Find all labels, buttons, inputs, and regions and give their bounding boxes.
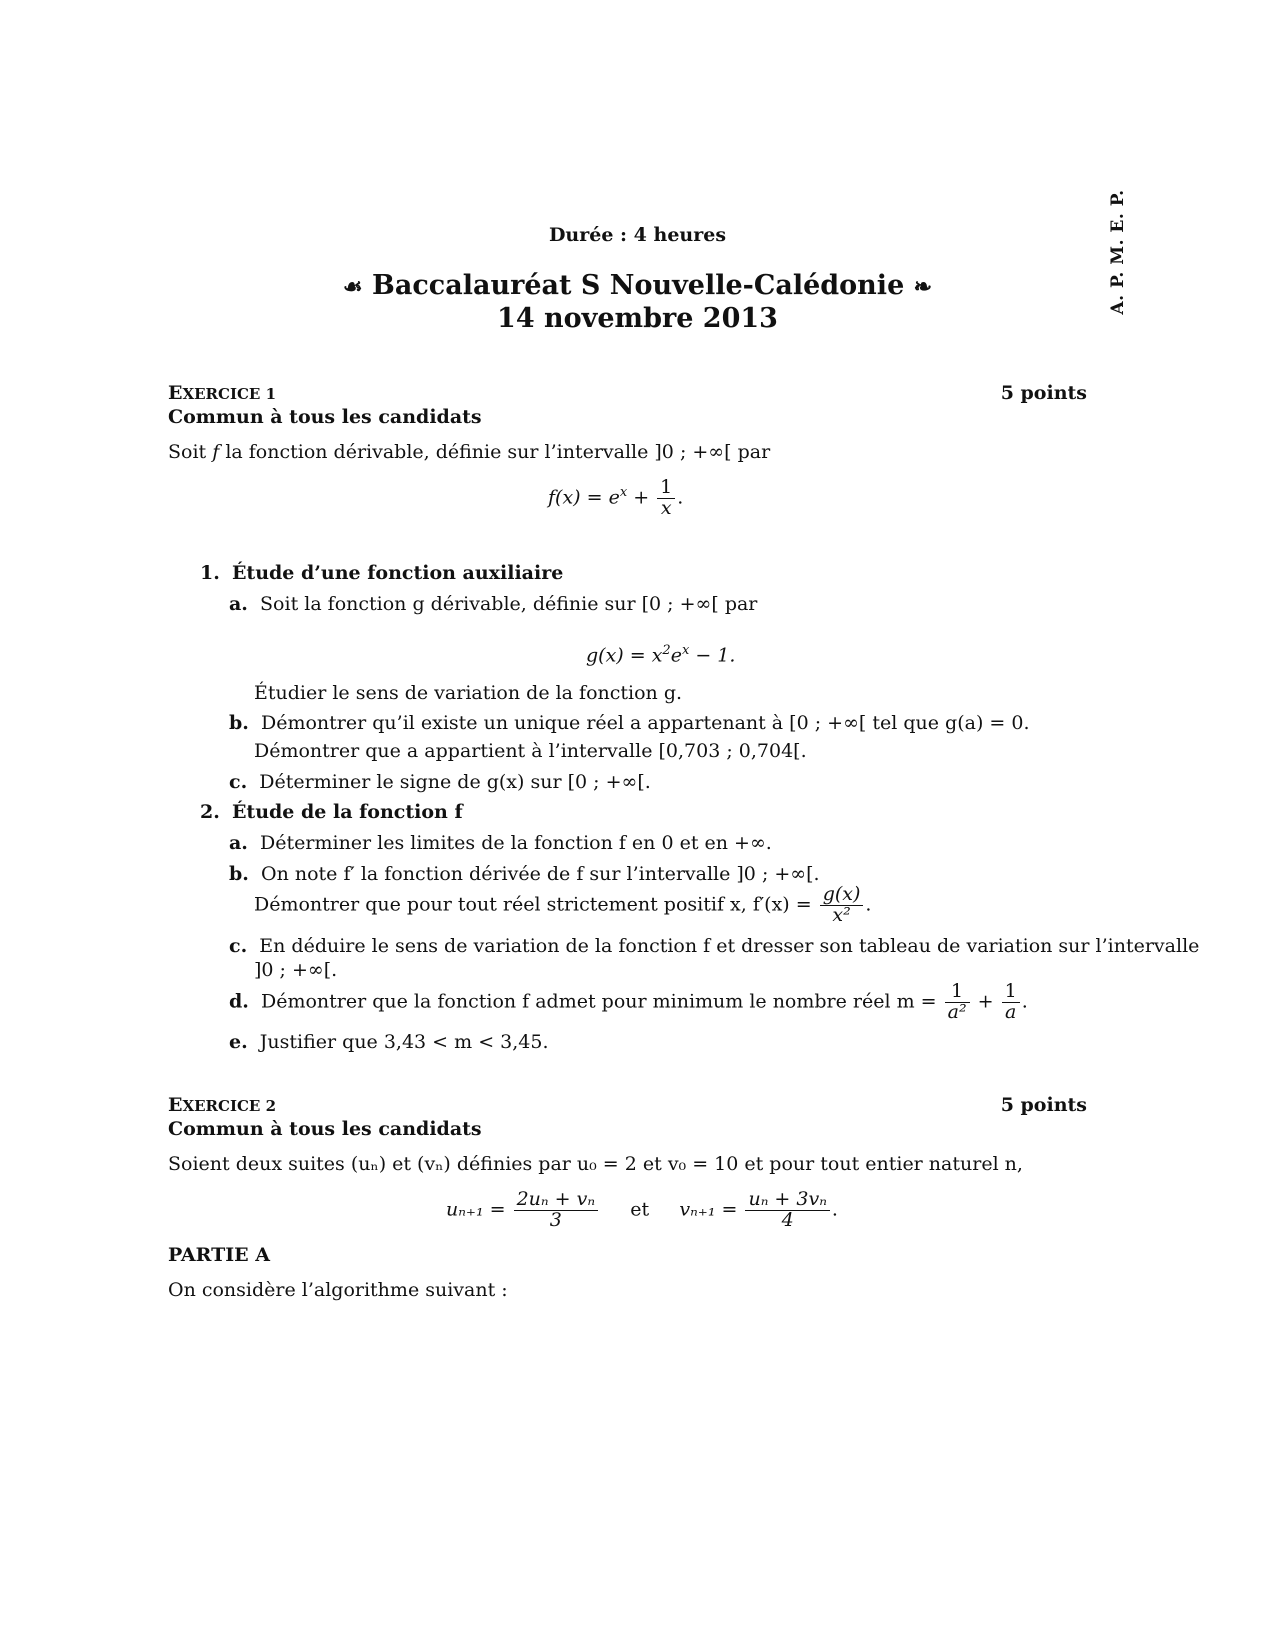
question1a-text2: Étudier le sens de variation de la fonction g.	[254, 682, 683, 704]
question1b-text2: Démontrer que a appartient à l’intervalle [0,703 ; 0,704[.	[254, 740, 807, 762]
question2e: e. Justifier que 3,43 < m < 3,45.	[229, 1031, 549, 1053]
question2a: a. Déterminer les limites de la fonction f en 0 et en +∞.	[229, 832, 772, 854]
exercise1-label: EXERCICE 1	[168, 382, 277, 404]
exercise1-points: 5 points	[1000, 382, 1087, 404]
question2-heading: 2. Étude de la fonction f	[200, 801, 463, 823]
question1-heading: 1. Étude d’une fonction auxiliaire	[200, 562, 564, 584]
exercise1-intro: Soit f la fonction dérivable, définie sur l’intervalle ]0 ; +∞[ par	[168, 441, 771, 463]
title-line1: Baccalauréat S Nouvelle-Calédonie	[372, 270, 905, 301]
recurrence-formulas: uₙ₊₁ = $\frac{\text{2uₙ + vₙ}}{3}$ et vₙ₊₁ = $\frac{\text{uₙ + 3vₙ}}{4}$ .	[446, 1188, 838, 1231]
exercise2-label: EXERCICE 2	[168, 1094, 277, 1116]
side-label: A. P. M. E. P.	[1108, 189, 1128, 315]
title-date: 14 novembre 2013	[497, 303, 778, 334]
algorithm-intro: On considère l’algorithme suivant :	[168, 1279, 508, 1301]
exercise2-audience: Commun à tous les candidats	[168, 1118, 482, 1140]
exercise1-audience: Commun à tous les candidats	[168, 406, 482, 428]
question2d: d. Démontrer que la fonction f admet pour minimum le nombre réel m = $\frac{1}{\text{a²}}$ + $\frac{1}{a}$ .	[229, 980, 1028, 1023]
ornament-left-icon: ☙	[342, 274, 363, 300]
part-a-heading: PARTIE A	[168, 1244, 270, 1266]
question1c: c. Déterminer le signe de g(x) sur [0 ; +∞[.	[229, 771, 651, 793]
g-formula: $g(x) = x^2e^x - 1$.	[586, 643, 736, 667]
question2c: c. En déduire le sens de variation de la fonction f et dresser son tableau de variation sur l’intervalle	[229, 935, 1200, 957]
question2b: b. On note f′ la fonction dérivée de f sur l’intervalle ]0 ; +∞[.	[229, 863, 820, 885]
exercise2-points: 5 points	[1000, 1094, 1087, 1116]
page-title	[0, 270, 1275, 301]
question1a: a. Soit la fonction g dérivable, définie sur [0 ; +∞[ par	[229, 593, 758, 615]
exercise1-formula: $f(x) = e^x$ + $\frac{1}{x}$ .	[548, 476, 684, 519]
question2b-text2: Démontrer que pour tout réel strictement positif x, f′(x) = $\frac{g(x)}{\text{x²}}$ .	[254, 883, 872, 926]
question1b: b. Démontrer qu’il existe un unique réel a appartenant à [0 ; +∞[ tel que g(a) = 0.	[229, 712, 1030, 734]
ornament-right-icon: ❧	[913, 274, 933, 300]
exercise2-intro: Soient deux suites (uₙ) et (vₙ) définies par u₀ = 2 et v₀ = 10 et pour tout entier naturel n,	[168, 1153, 1023, 1175]
question2c-text2: ]0 ; +∞[.	[254, 959, 338, 981]
exam-duration: Durée : 4 heures	[548, 224, 727, 246]
